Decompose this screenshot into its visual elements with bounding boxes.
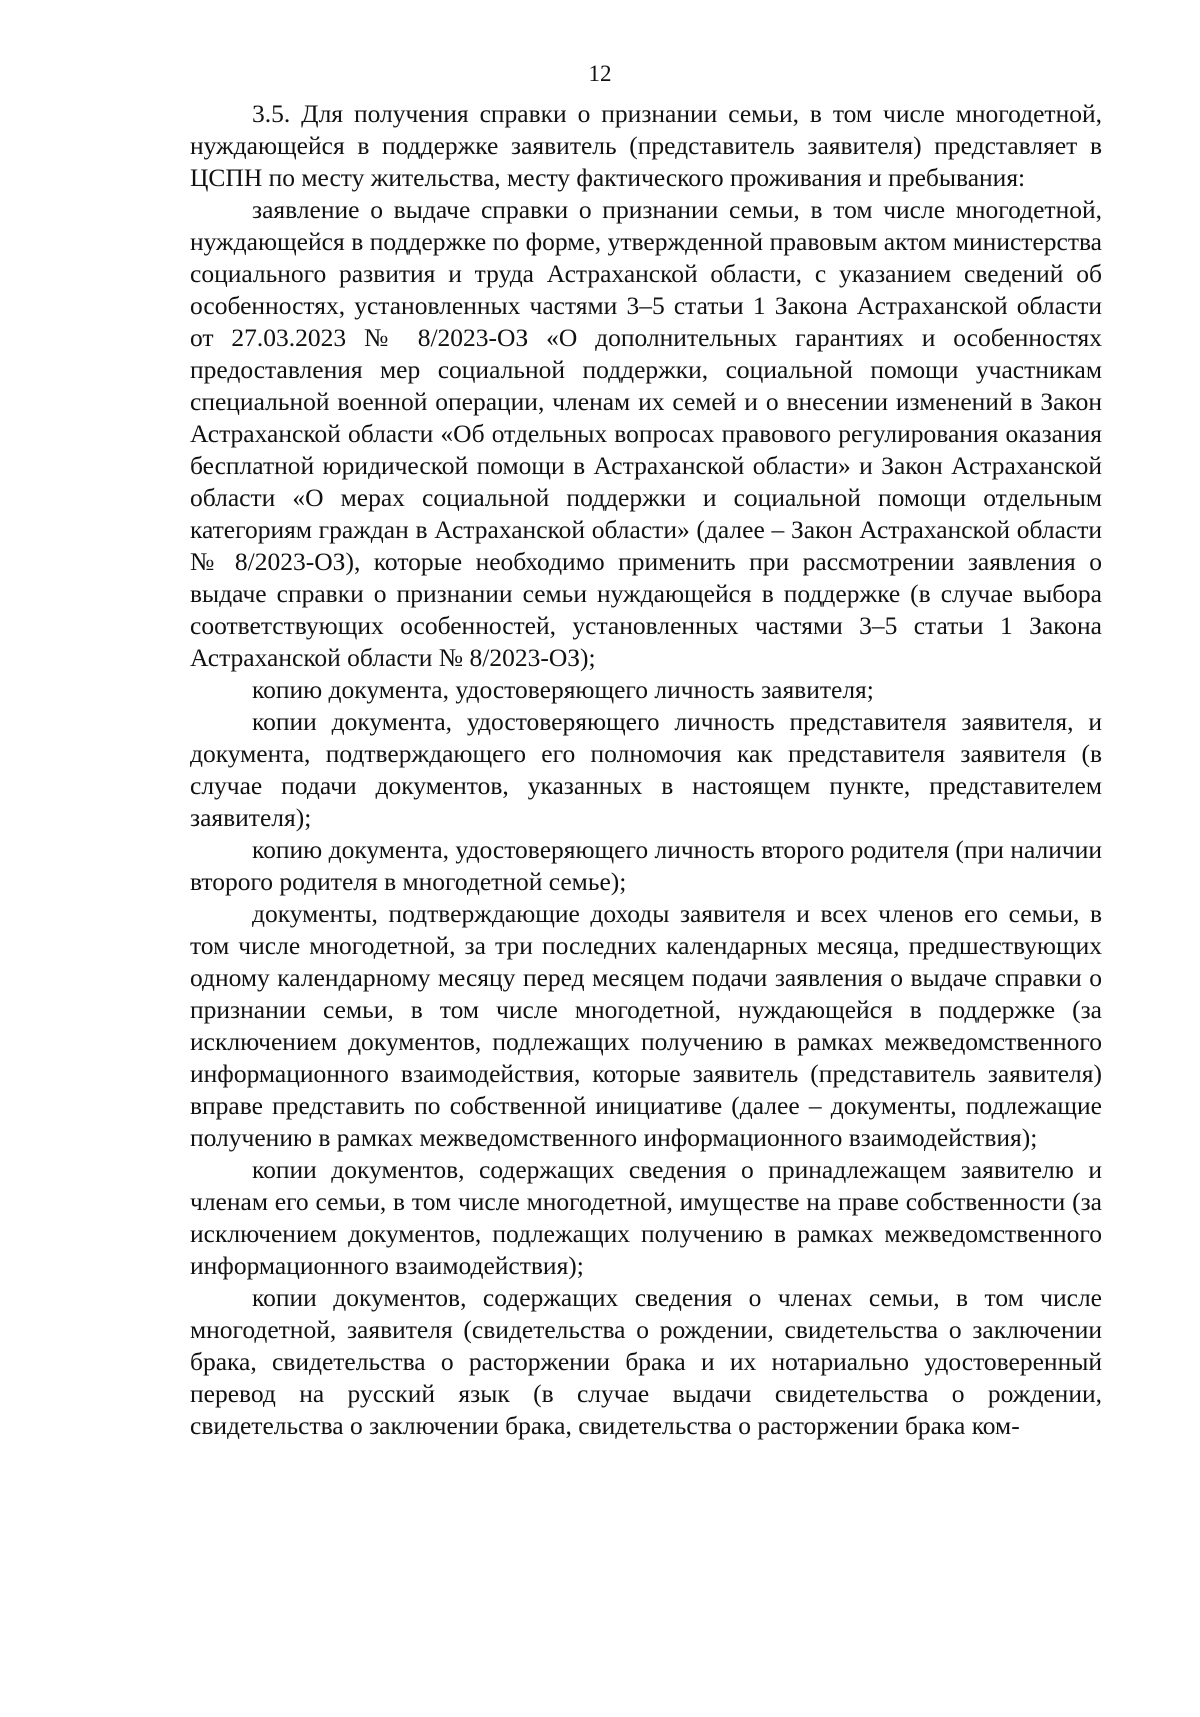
- paragraph-applicant-id-copy: копию документа, удостоверяющего личность заявителя;: [252, 675, 874, 704]
- paragraph-family-member-docs: копии документов, содержащих сведения о членах семьи, в том числе многодетной, заявителя (свидетельства о рождении, свидетельства о заключении брака, свидетельства о расторжении брака и их нотариально удостоверенный перевод на русский язык (в случае выдачи свидетельства о рождении, свидетельства о заключении брака, свидетельства о расторжении брака ком-: [190, 1283, 1102, 1440]
- paragraph-application: заявление о выдаче справки о признании семьи, в том числе многодетной, нуждающейся в поддержке по форме, утвержденной правовым актом министерства социального развития и труда Астраханской области, с указанием сведений об особенностях, установленных частями 3–5 статьи 1 Закона Астраханской области от 27.03.2023 № 8/2023-ОЗ «О дополнительных гарантиях и особенностях предоставления мер социальной поддержки, социальной помощи участникам специальной военной операции, членам их семей и о внесении изменений в Закон Астраханской области «Об отдельных вопросах правового регулирования оказания бесплатной юридической помощи в Астраханской области» и Закон Астраханской области «О мерах социальной поддержки и социальной помощи отдельным категориям граждан в Астраханской области» (далее – Закон Астраханской области № 8/2023-ОЗ), которые необходимо применить при рассмотрении заявления о выдаче справки о признании семьи нуждающейся в поддержке (в случае выбора соответствующих особенностей, установленных частями 3–5 статьи 1 Закона Астраханской области № 8/2023-ОЗ);: [190, 195, 1102, 672]
- paragraph-representative-docs: копии документа, удостоверяющего личность представителя заявителя, и документа, подтверждающего его полномочия как представителя заявителя (в случае подачи документов, указанных в настоящем пункте, представителем заявителя);: [190, 707, 1102, 832]
- paragraph-second-parent-id: копию документа, удостоверяющего личность второго родителя (при наличии второго родителя в многодетной семье);: [190, 835, 1102, 896]
- document-body: [190, 98, 1102, 1442]
- paragraph-property-docs: копии документов, содержащих сведения о принадлежащем заявителю и членам его семьи, в том числе многодетной, имуществе на праве собственности (за исключением документов, подлежащих получению в рамках межведомственного информационного взаимодействия);: [190, 1155, 1102, 1280]
- page-number: 12: [588, 61, 612, 86]
- paragraph-income-docs: документы, подтверждающие доходы заявителя и всех членов его семьи, в том числе многодетной, за три последних календарных месяца, предшествующих одному календарному месяцу перед месяцем подачи заявления о выдаче справки о признании семьи, в том числе многодетной, нуждающейся в поддержке (за исключением документов, подлежащих получению в рамках межведомственного информационного взаимодействия, которые заявитель (представитель заявителя) вправе представить по собственной инициативе (далее – документы, подлежащие получению в рамках межведомственного информационного взаимодействия);: [190, 899, 1102, 1152]
- paragraph-3-5-intro: 3.5. Для получения справки о признании семьи, в том числе многодетной, нуждающейся в поддержке заявитель (представитель заявителя) представляет в ЦСПН по месту жительства, месту фактического проживания и пребывания:: [190, 99, 1102, 192]
